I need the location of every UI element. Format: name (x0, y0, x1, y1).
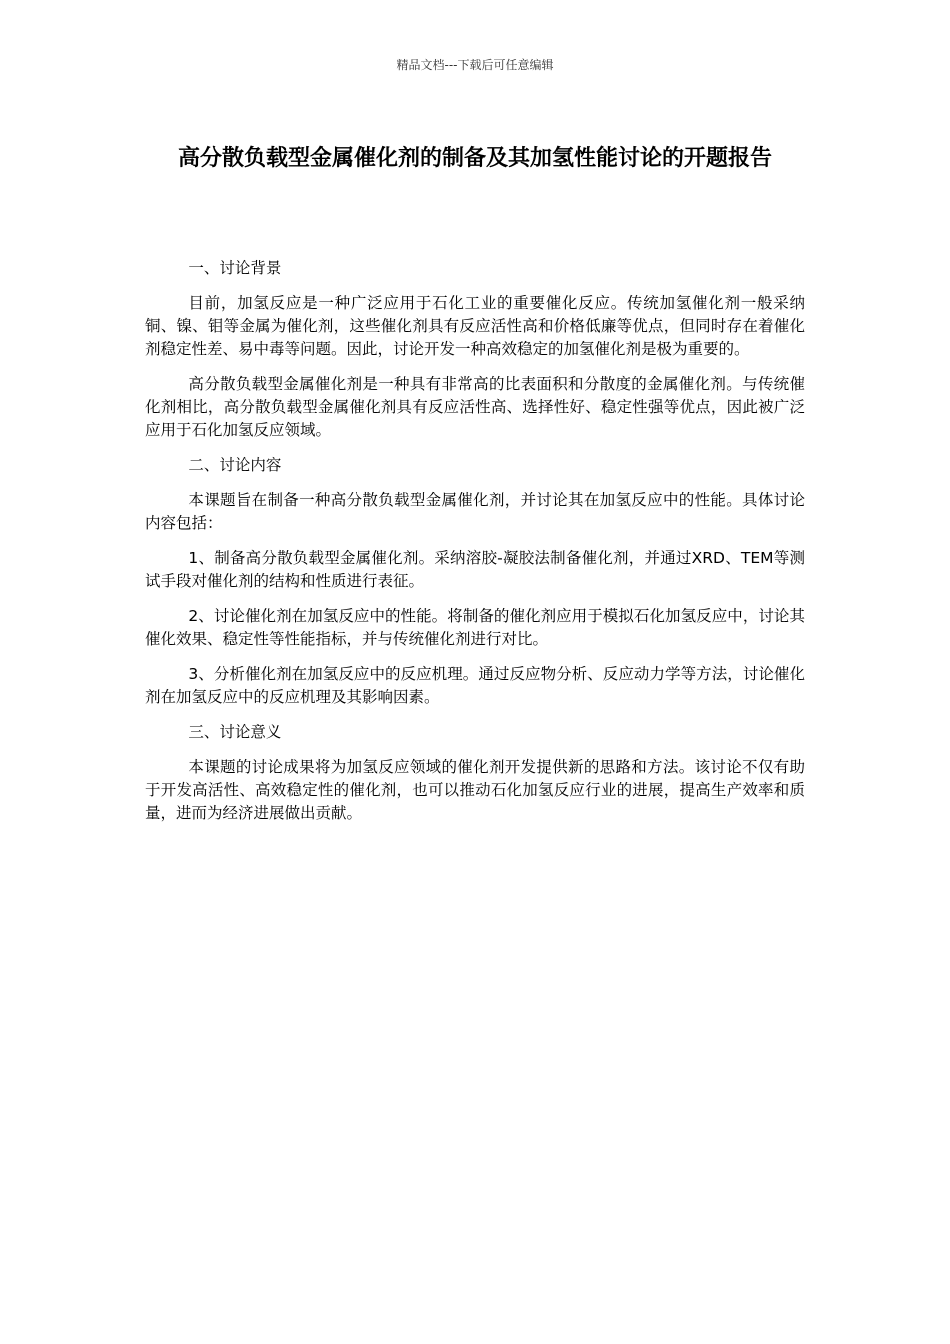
document-title: 高分散负载型金属催化剂的制备及其加氢性能讨论的开题报告 (177, 146, 772, 171)
section-background (145, 257, 805, 442)
paragraph: 目前，加氢反应是一种广泛应用于石化工业的重要催化反应。传统加氢催化剂一般采纳铜、镍、钼等金属为催化剂，这些催化剂具有反应活性高和价格低廉等优点，但同时存在着催化剂稳定性差、易中毒等问题。因此，讨论开发一种高效稳定的加氢催化剂是极为重要的。 (145, 294, 805, 358)
section-significance (145, 721, 805, 825)
paragraph: 本课题的讨论成果将为加氢反应领域的催化剂开发提供新的思路和方法。该讨论不仅有助于开发高活性、高效稳定性的催化剂，也可以推动石化加氢反应行业的进展，提高生产效率和质量，进而为经济进展做出贡献。 (145, 758, 805, 822)
paragraph: 高分散负载型金属催化剂是一种具有非常高的比表面积和分散度的金属催化剂。与传统催化剂相比，高分散负载型金属催化剂具有反应活性高、选择性好、稳定性强等优点，因此被广泛应用于石化加氢反应领域。 (145, 375, 805, 439)
paragraph: 2、讨论催化剂在加氢反应中的性能。将制备的催化剂应用于模拟石化加氢反应中，讨论其催化效果、稳定性等性能指标，并与传统催化剂进行对比。 (145, 607, 805, 648)
section-heading: 三、讨论意义 (188, 723, 282, 741)
paragraph: 1、制备高分散负载型金属催化剂。采纳溶胶-凝胶法制备催化剂，并通过XRD、TEM等测试手段对催化剂的结构和性质进行表征。 (145, 549, 805, 590)
section-heading: 二、讨论内容 (188, 456, 282, 474)
paragraph: 3、分析催化剂在加氢反应中的反应机理。通过反应物分析、反应动力学等方法，讨论催化剂在加氢反应中的反应机理及其影响因素。 (145, 665, 805, 706)
paragraph: 本课题旨在制备一种高分散负载型金属催化剂，并讨论其在加氢反应中的性能。具体讨论内容包括： (145, 491, 805, 532)
header-note: 精品文档---下载后可任意编辑 (396, 58, 554, 72)
section-heading: 一、讨论背景 (188, 259, 282, 277)
section-content (145, 454, 805, 709)
document-body (145, 257, 805, 837)
